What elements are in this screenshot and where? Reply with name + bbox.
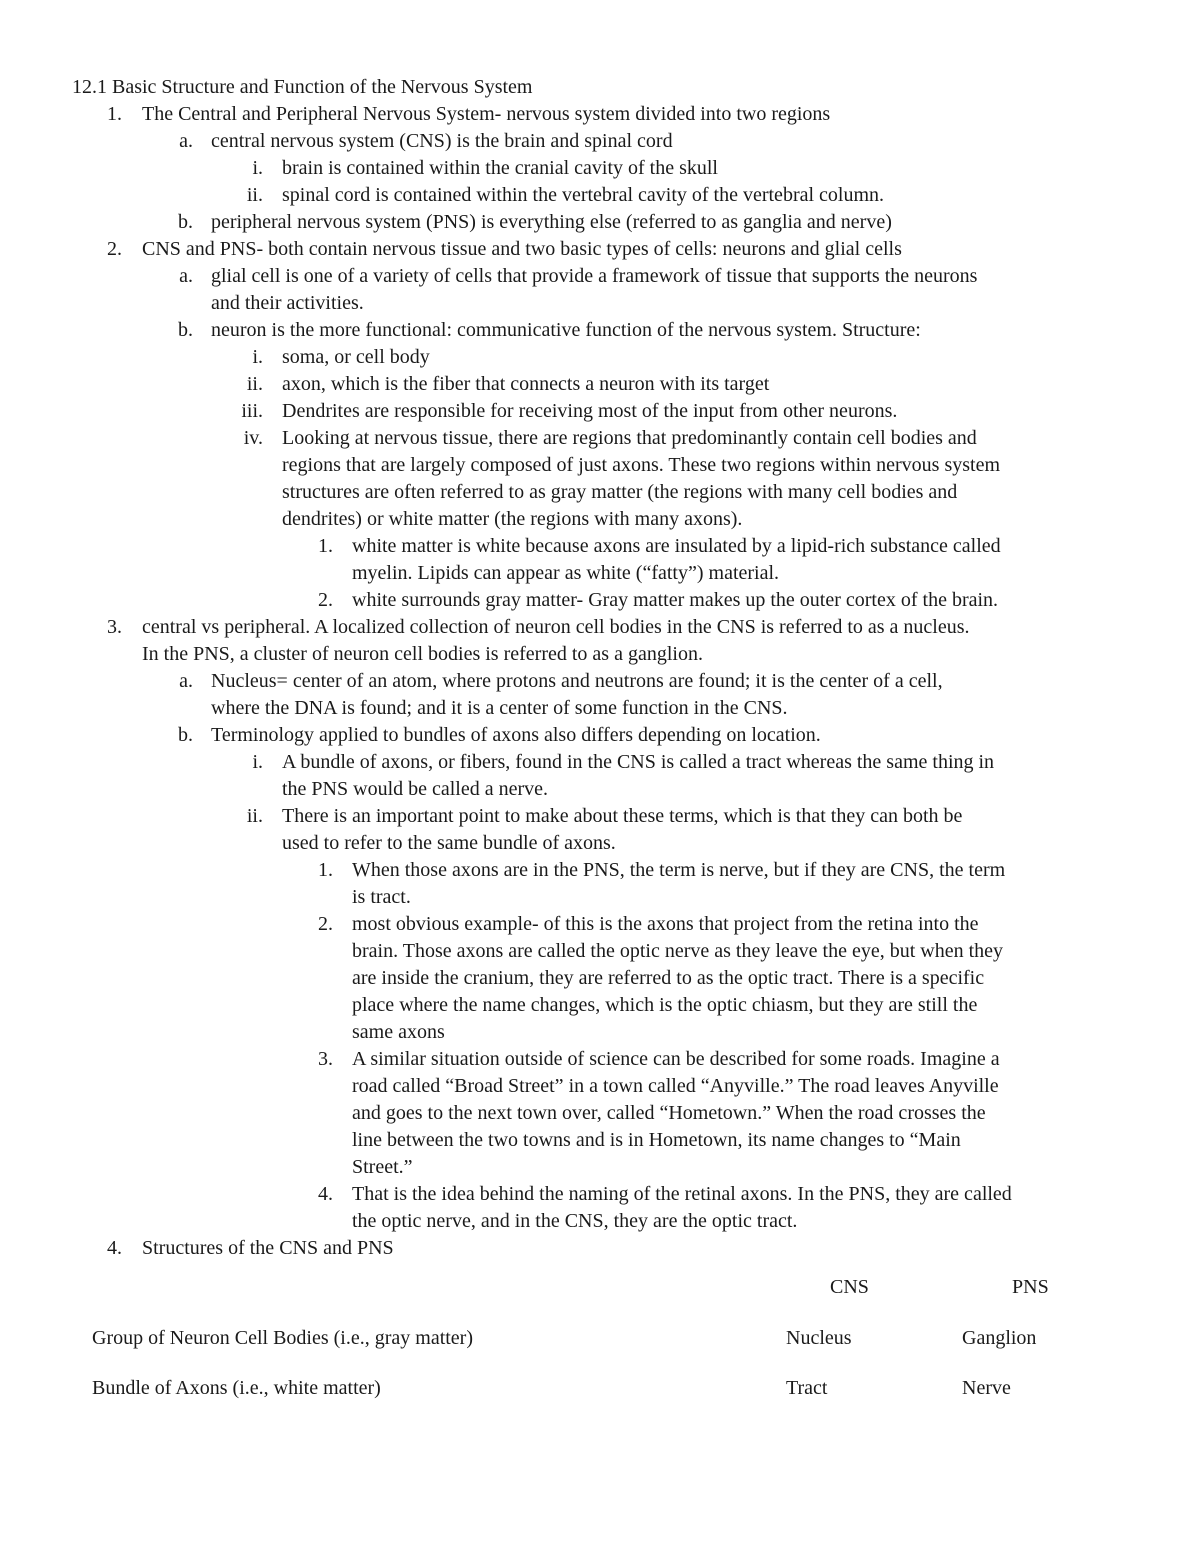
list-marker: ii. bbox=[246, 805, 263, 827]
list-marker: 3. bbox=[318, 1048, 333, 1070]
list-item-text: dendrites) or white matter (the regions with many axons). bbox=[282, 508, 743, 530]
table-cell: Nerve bbox=[962, 1377, 1011, 1399]
table-header-cns: CNS bbox=[830, 1276, 869, 1298]
list-item-text: The Central and Peripheral Nervous System- nervous system divided into two regions bbox=[142, 103, 831, 125]
table-cell: Nucleus bbox=[786, 1327, 852, 1349]
list-marker: b. bbox=[178, 211, 193, 233]
list-item-text: is tract. bbox=[352, 886, 411, 908]
table-header-pns: PNS bbox=[1012, 1276, 1049, 1298]
list-item-text: structures are often referred to as gray matter (the regions with many cell bodies and bbox=[282, 481, 958, 503]
list-item-text: There is an important point to make about these terms, which is that they can both be bbox=[282, 805, 963, 827]
list-marker: b. bbox=[178, 724, 193, 746]
list-item-text: central vs peripheral. A localized collection of neuron cell bodies in the CNS is referred to as a nucleus. bbox=[142, 616, 970, 638]
table-row-label: Bundle of Axons (i.e., white matter) bbox=[92, 1377, 381, 1399]
list-item-text: CNS and PNS- both contain nervous tissue and two basic types of cells: neurons and glial cells bbox=[142, 238, 902, 260]
list-item-text: regions that are largely composed of just axons. These two regions within nervous system bbox=[282, 454, 1001, 476]
list-marker: 2. bbox=[107, 238, 122, 260]
list-item-text: brain is contained within the cranial cavity of the skull bbox=[282, 157, 718, 179]
list-item-text: where the DNA is found; and it is a center of some function in the CNS. bbox=[211, 697, 788, 719]
table-cell: Tract bbox=[786, 1377, 828, 1399]
list-item-text: most obvious example- of this is the axons that project from the retina into the bbox=[352, 913, 979, 935]
list-item-text: A similar situation outside of science can be described for some roads. Imagine a bbox=[352, 1048, 1000, 1070]
list-item-text: Street.” bbox=[352, 1156, 413, 1178]
list-item-text: That is the idea behind the naming of the retinal axons. In the PNS, they are called bbox=[352, 1183, 1012, 1205]
list-item-text: In the PNS, a cluster of neuron cell bodies is referred to as a ganglion. bbox=[142, 643, 703, 665]
list-marker: ii. bbox=[246, 373, 263, 395]
list-marker: iv. bbox=[243, 427, 263, 449]
list-item-text: the PNS would be called a nerve. bbox=[282, 778, 549, 800]
list-item-text: When those axons are in the PNS, the term is nerve, but if they are CNS, the term bbox=[352, 859, 1006, 881]
list-item-text: Structures of the CNS and PNS bbox=[142, 1237, 394, 1259]
table-cell: Ganglion bbox=[962, 1327, 1037, 1349]
list-item-text: neuron is the more functional: communicative function of the nervous system. Structure: bbox=[211, 319, 921, 341]
list-item-text: Nucleus= center of an atom, where protons and neutrons are found; it is the center of a cell, bbox=[211, 670, 943, 692]
list-item-text: road called “Broad Street” in a town called “Anyville.” The road leaves Anyville bbox=[352, 1075, 999, 1097]
list-marker: i. bbox=[252, 751, 263, 773]
list-marker: 1. bbox=[318, 535, 333, 557]
table-row-label: Group of Neuron Cell Bodies (i.e., gray matter) bbox=[92, 1327, 474, 1349]
list-item-text: soma, or cell body bbox=[282, 346, 430, 368]
list-item-text: brain. Those axons are called the optic nerve as they leave the eye, but when they bbox=[352, 940, 1004, 962]
list-item-text: axon, which is the fiber that connects a neuron with its target bbox=[282, 373, 770, 395]
list-marker: a. bbox=[179, 130, 193, 152]
list-marker: b. bbox=[178, 319, 193, 341]
list-item-text: line between the two towns and is in Hometown, its name changes to “Main bbox=[352, 1129, 961, 1151]
list-marker: 4. bbox=[107, 1237, 122, 1259]
list-marker: a. bbox=[179, 670, 193, 692]
list-marker: 2. bbox=[318, 589, 333, 611]
list-item-text: central nervous system (CNS) is the brain and spinal cord bbox=[211, 130, 673, 152]
list-marker: iii. bbox=[241, 400, 263, 422]
list-marker: 1. bbox=[107, 103, 122, 125]
list-item-text: same axons bbox=[352, 1021, 445, 1043]
list-item-text: spinal cord is contained within the vertebral cavity of the vertebral column. bbox=[282, 184, 885, 206]
list-marker: a. bbox=[179, 265, 193, 287]
list-marker: ii. bbox=[246, 184, 263, 206]
list-item-text: white surrounds gray matter- Gray matter makes up the outer cortex of the brain. bbox=[352, 589, 999, 611]
list-item-text: used to refer to the same bundle of axons. bbox=[282, 832, 616, 854]
list-item-text: and their activities. bbox=[211, 292, 364, 314]
list-marker: 1. bbox=[318, 859, 333, 881]
list-item-text: myelin. Lipids can appear as white (“fatty”) material. bbox=[352, 562, 780, 584]
list-item-text: Terminology applied to bundles of axons also differs depending on location. bbox=[211, 724, 821, 746]
list-item-text: the optic nerve, and in the CNS, they are the optic tract. bbox=[352, 1210, 798, 1232]
list-item-text: glial cell is one of a variety of cells that provide a framework of tissue that supports the neurons bbox=[211, 265, 978, 287]
list-marker: i. bbox=[252, 346, 263, 368]
list-item-text: are inside the cranium, they are referred to as the optic tract. There is a specific bbox=[352, 967, 985, 989]
list-item-text: Looking at nervous tissue, there are regions that predominantly contain cell bodies and bbox=[282, 427, 977, 449]
list-item-text: white matter is white because axons are insulated by a lipid-rich substance called bbox=[352, 535, 1001, 557]
list-item-text: Dendrites are responsible for receiving most of the input from other neurons. bbox=[282, 400, 898, 422]
list-marker: i. bbox=[252, 157, 263, 179]
page-title: 12.1 Basic Structure and Function of the Nervous System bbox=[72, 76, 533, 98]
list-item-text: peripheral nervous system (PNS) is everything else (referred to as ganglia and nerve) bbox=[211, 211, 892, 233]
list-item-text: and goes to the next town over, called “Hometown.” When the road crosses the bbox=[352, 1102, 986, 1124]
list-marker: 2. bbox=[318, 913, 333, 935]
list-marker: 4. bbox=[318, 1183, 333, 1205]
list-item-text: A bundle of axons, or fibers, found in the CNS is called a tract whereas the same thing in bbox=[282, 751, 995, 773]
list-marker: 3. bbox=[107, 616, 122, 638]
list-item-text: place where the name changes, which is the optic chiasm, but they are still the bbox=[352, 994, 978, 1016]
